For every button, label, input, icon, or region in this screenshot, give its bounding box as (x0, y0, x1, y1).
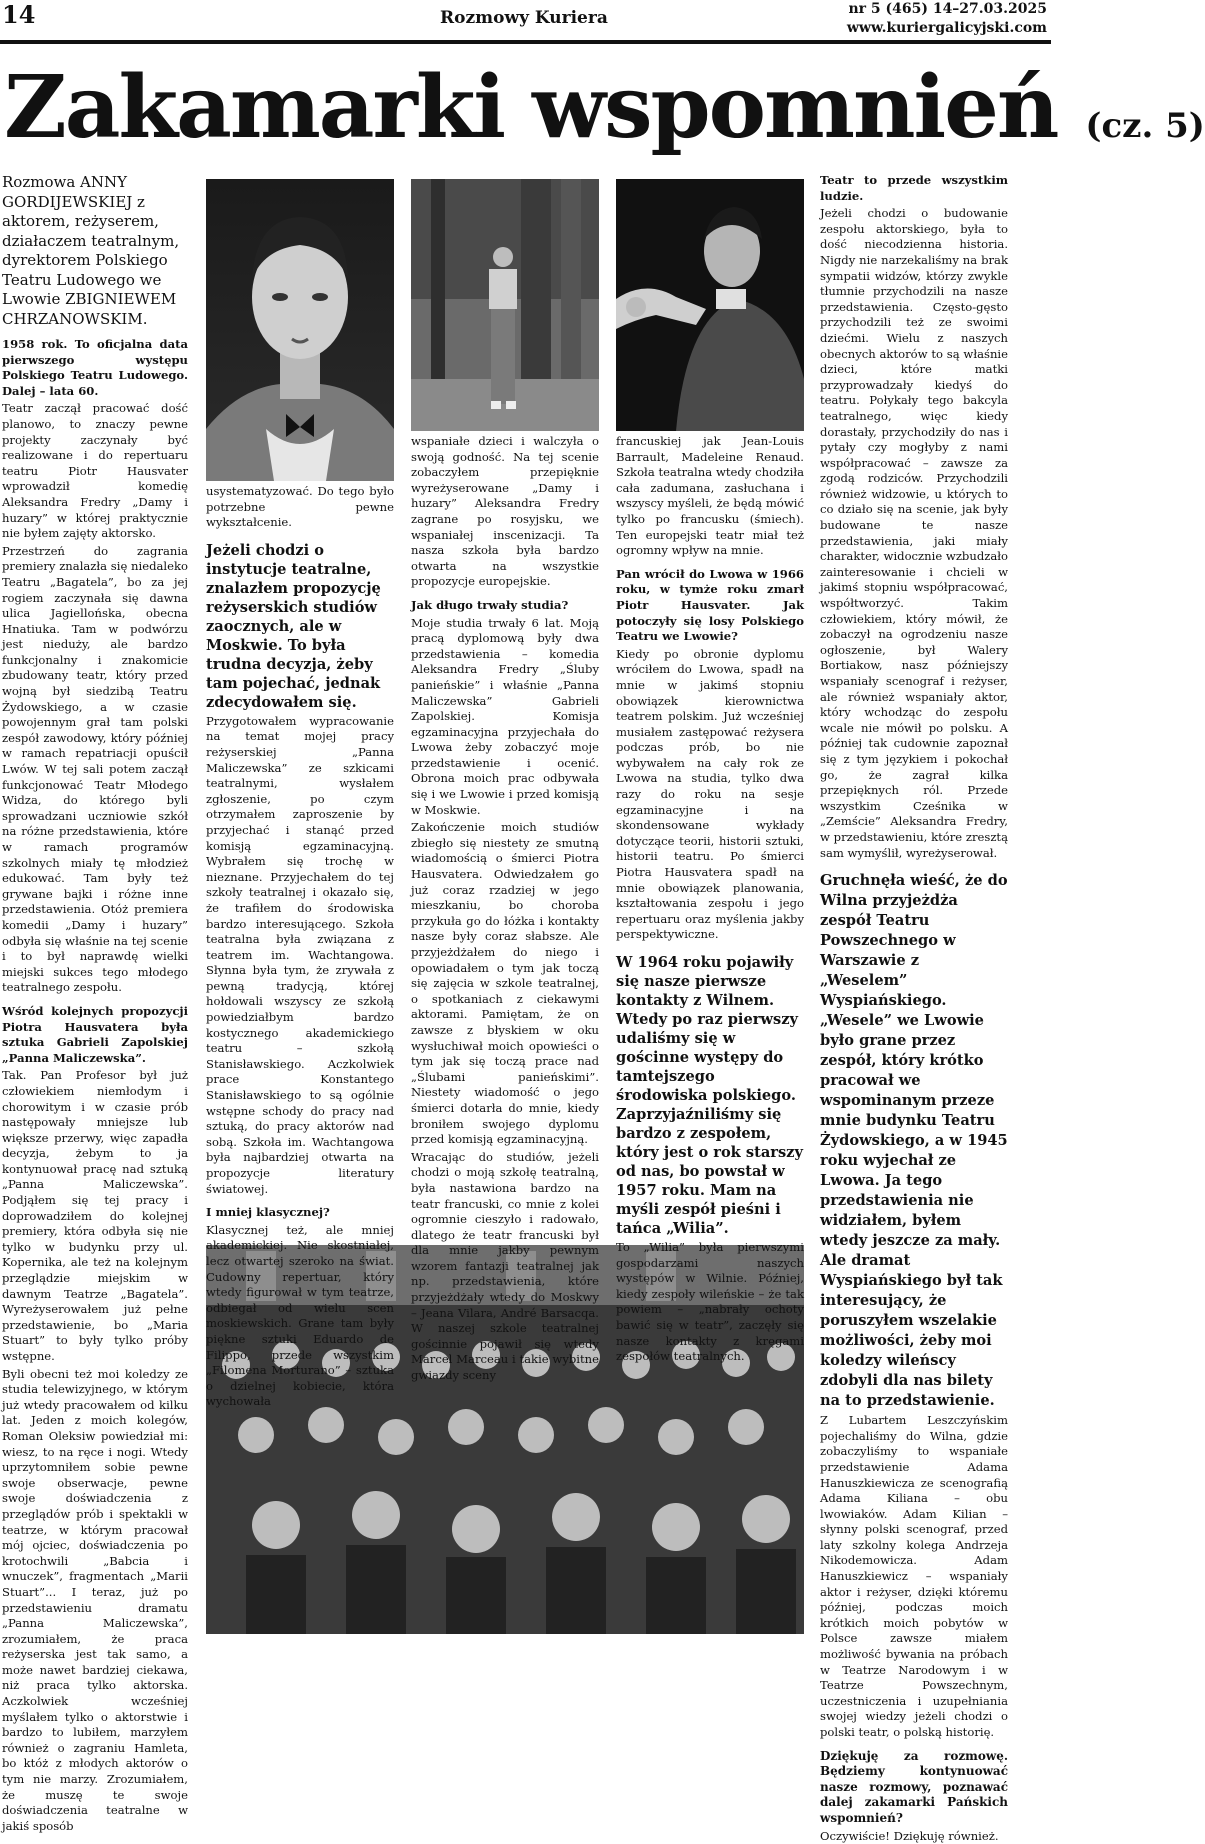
column-4 (616, 434, 804, 1364)
issue-info (847, 0, 1047, 38)
answer-paragraph: Wracając do studiów, jeżeli chodzi o moją szkołę teatralną, była nastawiona bardzo na teatr francuski, co mnie z kolei ogromnie cieszyło i radowało, dlatego że teatr francuski był dla mnie jakby pewnym wzorem fantazji teatralnej jak np. przedstawienia, które przyjeżdżały wtedy do Moskwy – Jeana Vilara, André Barsacqa. W naszej szkole teatralnej gościnnie pojawił się wtedy Marcel Marceau i takie wybitne gwiazdy sceny (411, 1149, 599, 1383)
issue-number: nr 5 (465) 14–27.03.2025 (848, 1, 1047, 17)
answer-paragraph: Teatr zaczął pracować dość planowo, to znaczy pewne projekty zaczynały być realizowane i do repertuaru teatru Piotr Hausvater wprowadził komedię Aleksandra Fredry „Damy i huzary” w której praktycznie nie byłem zajęty aktorsko. (2, 401, 188, 541)
answer-paragraph: Zakończenie moich studiów zbiegło się niestety ze smutną wiadomością o śmierci Piotra Hausvatera. Odwiedzałem go już coraz rzadziej w jego mieszkaniu, bo choroba przykuła go do łóżka i kontakty nasze były coraz słabsze. Ale przyjeżdżałem do niego i opowiadałem o tym jak toczą się zajęcia w szkole teatralnej, o spotkaniach z ciekawymi aktorami. Pamiętam, że on zawsze z błyskiem w oku wysłuchiwał moich opowieści o tym jak się toczą prace nad „Ślubami panieńskimi”. Niestety wiadomość o jego śmierci dotarła do mnie, kiedy broniłem swojego dyplomu przed komisją egzaminacyjną. (411, 820, 599, 1147)
headline-title: Zakamarki wspomnień (4, 57, 1058, 158)
section-title: Rozmowy Kuriera (440, 8, 608, 28)
answer-paragraph: Przestrzeń do zagrania premiery znalazła się niedaleko Teatru „Bagatela”, bo za jej rogiem zaczynała się dawna ulica Jagiellońska, obecna Hnatiuka. Tam w podwórzu jest nieduży, ale bardzo funkcjonalny i znakomicie zbudowany teatr, który przed wojną był siedzibą Teatru Żydowskiego, a w czasie powojennym grał tam polski zespół zawodowy, który później w ramach repatriacji opuścił Lwów. W tej sali potem zaczął funkcjonować Teatr Młodego Widza, do którego byli sprowadzani uczniowie szkół na różne przedstawienia, które w ramach programów szkolnych miały tę młodzież edukować. Tam były też grywane bajki i różne inne przedstawienia. Otóż premiera komedii „Damy i huzary” odbyła się właśnie na tej scenie i to był naprawdę wielki miejski sukces tego młodego teatralnego zespołu. (2, 543, 188, 995)
header-rule (0, 40, 1051, 44)
interview-intro: Rozmowa ANNY GORDIJEWSKIEJ z aktorem, reżyserem, działaczem teatralnym, dyrektorem Polskiego Teatru Ludowego we Lwowie ZBIGNIEWEM CHRZANOWSKIM. (2, 173, 180, 328)
article-headline (4, 58, 1205, 176)
headline-part: (cz. 5) (1085, 106, 1205, 146)
answer-paragraph: Przygotowałem wypracowanie na temat mojej pracy reżyserskiej „Panna Maliczewska” ze szkicami teatralnymi, wysłałem zgłoszenie, po czym otrzymałem zaproszenie by przyjechać i stanąć przed komisją egzaminacyjną. Wybrałem się trochę w nieznane. Przyjechałem do tej szkoły teatralnej i okazało się, że trafiłem do środowiska bardzo interesującego. Szkoła teatralna była związana z teatrem im. Wachtangowa. Słynna była tym, że zrywała z pewną tradycją, której hołdowali wszyscy ze szkołą powiedziałbym bardzo kostycznego akademickiego teatru – szkołą Stanisławskiego. Aczkolwiek prace Konstantego Stanisławskiego to są ogólnie wstępne schody do pracy nad sztuką, do pracy aktorów nad sobą. Szkoła im. Wachtangowa była najbardziej otwarta na propozycje literatury światowej. (206, 713, 394, 1196)
answer-paragraph: Klasycznej też, ale mniej akademickiej. Nie skostniałej, lecz otwartej szeroko na świat. Cudowny repertuar, który wtedy figurował w tym teatrze, odbiegał od wielu scen moskiewskich. Grane tam były piękne sztuki Eduardo de Filippo, przede wszystkim „Filomena Morturano” – sztuka o dzielnej kobiecie, która wychowała (206, 1222, 394, 1409)
question: Pan wrócił do Lwowa w 1966 roku, w tymże roku zmarł Piotr Hausvater. Jak potoczyły się losy Polskiego Teatru we Lwowie? (616, 566, 804, 644)
answer-paragraph: Jeżeli chodzi o budowanie zespołu aktorskiego, była to dość niecodzienna historia. Nigdy nie narzekaliśmy na brak sympatii widzów, którzy zwykle tłumnie przychodzili na nasze przedstawienia. Często-gęsto przychodzili też ze swoimi dziećmi. Wielu z naszych obecnych aktorów to są właśnie dzieci, które matki przyprowadzały kiedyś do teatru. Połykały tego bakcyla teatralnego, więc kiedy dorastały, przychodziły do nas i pytały czy mogłyby z nami współpracować – zawsze za zgodą rodziców. Przychodzili również widzowie, u których to co działo się na scenie, jak były budowane te nasze przedstawienia, jaki miały charakter, widocznie wzbudzało zainteresowanie i chcieli w jakimś stopniu współpracować, współtworzyć. Takim człowiekiem, który mówił, że zobaczył na ogrodzeniu nasze ogłoszenie, był Walery Bortiakow, nasz późniejszy wspaniały scenograf i reżyser, ale również wspaniały aktor, który wchodząc do zespołu wcale nie mówił po polsku. A później tak cudownie zapoznał się z tym językiem i pokochał go, że zagrał kilka przepięknych ról. Przede wszystkim Cześnika w „Zemście” Aleksandra Fredry, w przedstawieniu, które zresztą sam wymyślił, wyreżyserował. (820, 206, 1008, 860)
pull-quote: W 1964 roku pojawiły się nasze pierwsze kontakty z Wilnem. Wtedy po raz pierwszy udaliśmy się w gościnne występy do tamtejszego środowiska polskiego. Zaprzyjaźniliśmy się bardzo z zespołem, który jest o rok starszy od nas, bo powstał w 1957 roku. Mam na myśli zespół pieśni i tańca „Wilia”. (616, 954, 803, 1237)
question: 1958 rok. To oficjalna data pierwszego występu Polskiego Teatru Ludowego. Dalej – lata 60. (2, 337, 188, 398)
answer-paragraph: Kiedy po obronie dyplomu wróciłem do Lwowa, spadł na mnie w jakimś stopniu obowiązek kierownictwa teatrem polskim. Już wcześniej musiałem zastępować reżysera podczas prób, bo nie wybywałem na cały rok ze Lwowa na studia, tylko dwa razy do roku na sesje egzaminacyjne i na skondensowane wykłady dotyczące teorii, historii sztuki, historii teatru. Po śmierci Piotra Hausvatera spadł na mnie obowiązek planowania, kształtowania zespołu i jego repertuaru oraz myślenia jakby perspektywiczne. (616, 646, 804, 942)
answer-paragraph: Moje studia trwały 6 lat. Moją pracą dyplomową były dwa przedstawienia – komedia Aleksandra Fredry „Śluby panieńskie” i właśnie „Panna Maliczewska” Gabrieli Zapolskiej. Komisja egzaminacyjna przyjechała do Lwowa żeby zobaczyć moje przedstawienie i ocenić. Obrona moich prac odbywała się i we Lwowie i przed komisją w Moskwie. (411, 615, 599, 817)
column-5 (820, 173, 1008, 1843)
answer-paragraph: Tak. Pan Profesor był już człowiekiem niemłodym i chorowitym i w czasie prób następowały mniejsze lub większe przerwy, więc zapadła decyzja, żebym to ja kontynuował pracę nad sztuką „Panna Maliczewska”. Podjąłem się tej pracy i doprowadziłem do kolejnej premiery, która odbyła się nie tylko w budynku przy ul. Kopernika, ale też na kolejnym przeglądzie miejskim w dawnym Teatrze „Bagatela”. Wyreżyserowałem już pełne przedstawienie, bo „Maria Stuart” to były tylko próby wstępne. (2, 1068, 188, 1363)
answer-paragraph: To „Wilia” była pierwszymi gospodarzami naszych występów w Wilnie. Później, kiedy zespoły wileńskie – że tak powiem – „nabrały ochoty bawić się w teatr”, zaczęły się nasze kontakty z kręgami zespołów teatralnych. (616, 1240, 804, 1364)
question: Teatr to przede wszystkim ludzie. (820, 173, 1008, 203)
website-link[interactable]: www.kuriergalicyjski.com (846, 20, 1047, 36)
column-2 (206, 484, 394, 1409)
question: Wśród kolejnych propozycji Piotra Hausvatera była sztuka Gabrieli Zapolskiej „Panna Maliczewska”. (2, 1003, 188, 1065)
question: I mniej klasycznej? (206, 1205, 330, 1220)
closing-question: Dziękuję za rozmowę. Będziemy kontynuować nasze rozmowy, poznawać dalej zakamarki Pańskich wspomnień? (820, 1748, 1008, 1825)
answer-paragraph: francuskiej jak Jean-Louis Barrault, Madeleine Renaud. Szkoła teatralna wtedy chodziła cała zadumana, zasłuchana i wszyscy myśleli, że będą mówić tylko po francusku (śmiech). Ten europejski teatr miał też ogromny wpływ na mnie. (616, 434, 804, 558)
forest-photo (411, 179, 599, 431)
column-3 (411, 434, 599, 1383)
portrait-photo (206, 179, 394, 481)
answer-paragraph: Z Lubartem Leszczyńskim pojechaliśmy do Wilna, gdzie zobaczyliśmy to wspaniałe przedstawienie Adama Hanuszkiewicza ze scenografią Adama Kiliana – obu lwowiaków. Adam Kilian – słynny polski scenograf, przed laty szkolny kolega Andrzeja Nikodemowicza. Adam Hanuszkiewicz – wspaniały aktor i reżyser, dzięki któremu później, podczas moich krótkich moich pobytów w Polsce zawsze miałem możliwość bywania na próbach w Teatrze Narodowym i w Teatrze Powszechnym, uczestniczenia i uzupełniania swojej wiedzy jeżeli chodzi o polski teatr, o polską historię. (820, 1413, 1008, 1739)
speaker-photo (616, 179, 804, 431)
closing-answer: Oczywiście! Dziękuję również. (820, 1828, 999, 1843)
column-1 (2, 173, 188, 1833)
pull-quote: Gruchnęła wieść, że do Wilna przyjeżdża zespół Teatru Powszechnego w Warszawie z „Weselem” Wyspiańskiego. „Wesele” we Lwowie było grane przez zespół, który krótko pracował we wspominanym przeze mnie budynku Teatru Żydowskiego, a w 1945 roku wyjechał ze Lwowa. Ja tego przedstawienia nie widziałem, byłem wtedy jeszcze za mały. Ale dramat Wyspiańskiego był tak interesujący, że poruszyłem wszelakie możliwości, żeby moi koledzy wileńscy zdobyli dla nas bilety na to przedstawienie. (820, 872, 1008, 1410)
answer-paragraph: usystematyzować. Do tego było potrzebne pewne wykształcenie. (206, 484, 394, 530)
answer-paragraph: Byli obecni też moi koledzy ze studia telewizyjnego, w którym już wtedy pracowałem od kilku lat. Jeden z moich kolegów, Roman Oleksiw powiedział mi: wiesz, to na ręce i nogi. Wtedy uprzytomniłem sobie pewne swoje obserwacje, pewne swoje doświadczenia z przeglądów prób i spektakli w teatrze, w którym pracował mój ojciec, doświadczenia po krotochwili „Babcia i wnuczek”, fragmentach „Marii Stuart”... I teraz, już po przedstawieniu dramatu „Panna Maliczewska”, zrozumiałem, że praca reżyserska jest tak samo, a może nawet bardziej ciekawa, niż praca tylko aktorska. Aczkolwiek wcześniej myślałem tylko o aktorstwie i bardzo to lubiłem, marzyłem również o zagraniu Hamleta, bo któż z młodych aktorów o tym nie marzy. Zrozumiałem, że muszę te swoje doświadczenia teatralne w jakiś sposób (2, 1366, 188, 1833)
answer-paragraph: wspaniałe dzieci i walczyła o swoją godność. Na tej scenie zobaczyłem przepięknie wyreżyserowane „Damy i huzary” Aleksandra Fredry zagrane po rosyjsku, we wspaniałej inscenizacji. Ta nasza szkoła była bardzo otwarta na wszystkie propozycje europejskie. (411, 434, 599, 589)
question: Jak długo trwały studia? (411, 597, 569, 612)
pull-quote: Jeżeli chodzi o instytucje teatralne, znalazłem propozycję reżyserskich studiów zaocznych, ale w Moskwie. To była trudna decyzja, żeby tam pojechać, jednak zdecydowałem się. (206, 541, 381, 711)
page-number: 14 (2, 0, 36, 29)
